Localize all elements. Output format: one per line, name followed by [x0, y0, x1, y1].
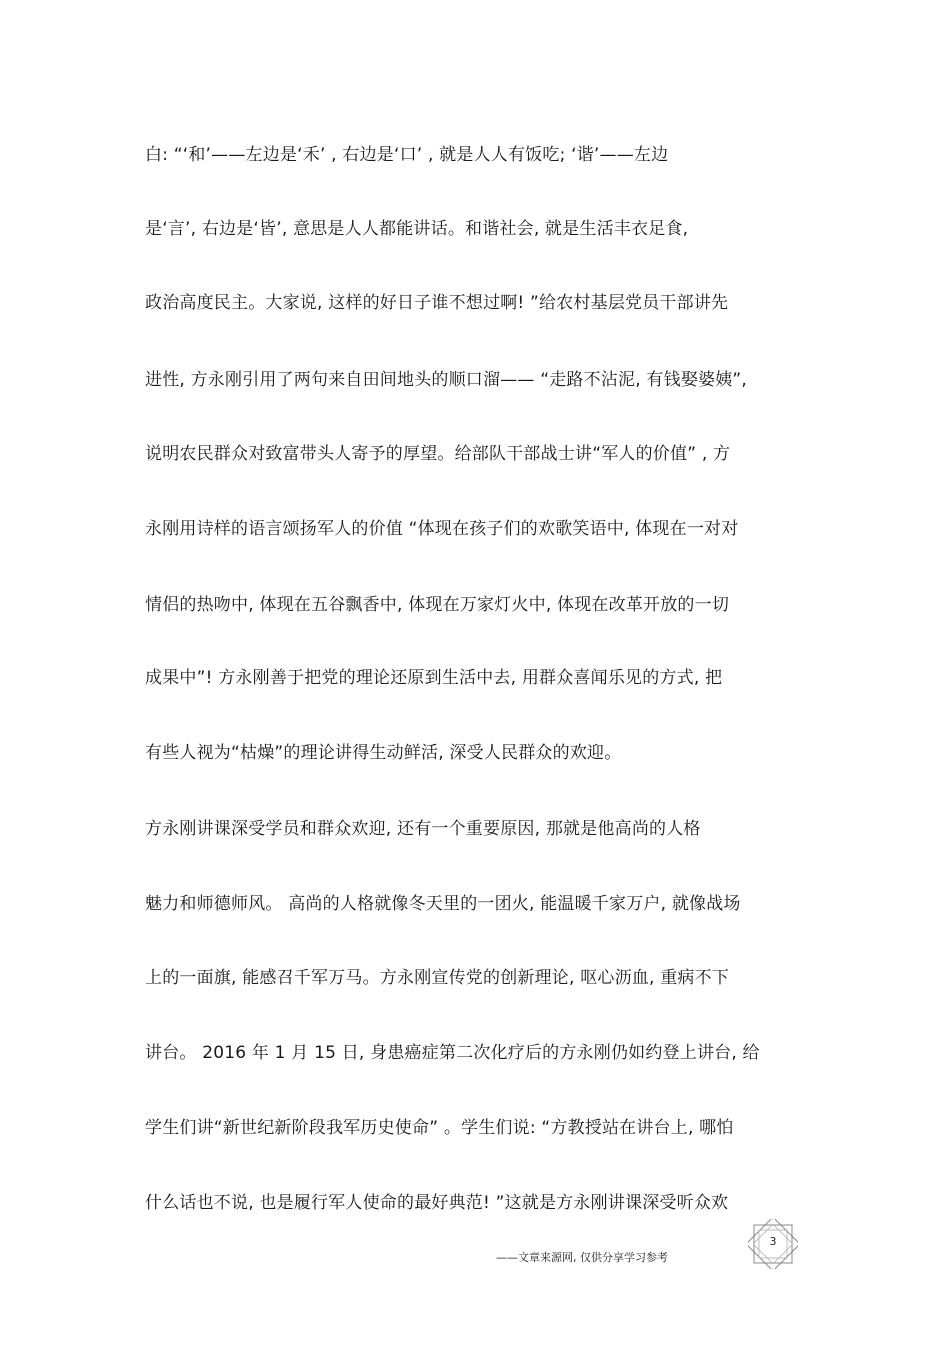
body-text-line-1: 白: “‘和’——左边是‘禾’ , 右边是‘口’ , 就是人人有饭吃; ‘谐’——左边 — [145, 145, 669, 165]
page-number: 3 — [769, 1235, 777, 1248]
page-number-badge — [748, 1219, 798, 1269]
body-text-line-8: 成果中”! 方永刚善于把党的理论还原到生活中去, 用群众喜闻乐见的方式, 把 — [145, 668, 723, 688]
body-text-line-7: 情侣的热吻中, 体现在五谷飘香中, 体现在万家灯火中, 体现在改革开放的一切 — [145, 595, 730, 615]
body-text-line-3: 政治高度民主。大家说, 这样的好日子谁不想过啊! ”给农村基层党员干部讲先 — [145, 293, 729, 313]
body-text-line-10: 方永刚讲课深受学员和群众欢迎, 还有一个重要原因, 那就是他高尚的人格 — [145, 819, 701, 839]
body-text-line-9: 有些人视为“枯燥”的理论讲得生动鲜活, 深受人民群众的欢迎。 — [145, 743, 622, 763]
body-text-line-2: 是‘言’, 右边是‘皆’, 意思是人人都能讲话。和谐社会, 就是生活丰衣足食, — [145, 219, 689, 239]
body-text-line-13: 讲台。 2016 年 1 月 15 日, 身患癌症第二次化疗后的方永刚仍如约登上讲台, 给 — [145, 1043, 760, 1063]
footer-source-note: ——文章来源网, 仅供分享学习参考 — [496, 1251, 668, 1264]
body-text-line-12: 上的一面旗, 能感召千军万马。方永刚宣传党的创新理论, 呕心沥血, 重病不下 — [145, 968, 730, 988]
body-text-line-11: 魅力和师德师风。 高尚的人格就像冬天里的一团火, 能温暖千家万户, 就像战场 — [145, 894, 741, 914]
body-text-line-6: 永刚用诗样的语言颂扬军人的价值 “体现在孩子们的欢歌笑语中, 体现在一对对 — [145, 519, 739, 539]
body-text-line-4: 进性, 方永刚引用了两句来自田间地头的顺口溜—— “走路不沾泥, 有钱娶婆姨”, — [145, 370, 748, 390]
body-text-line-14: 学生们讲“新世纪新阶段我军历史使命” 。学生们说: “方教授站在讲台上, 哪怕 — [145, 1118, 734, 1138]
body-text-line-5: 说明农民群众对致富带头人寄予的厚望。给部队干部战士讲“军人的价值” , 方 — [145, 444, 731, 464]
body-text-line-15: 什么话也不说, 也是履行军人使命的最好典范! ”这就是方永刚讲课深受听众欢 — [145, 1193, 729, 1213]
